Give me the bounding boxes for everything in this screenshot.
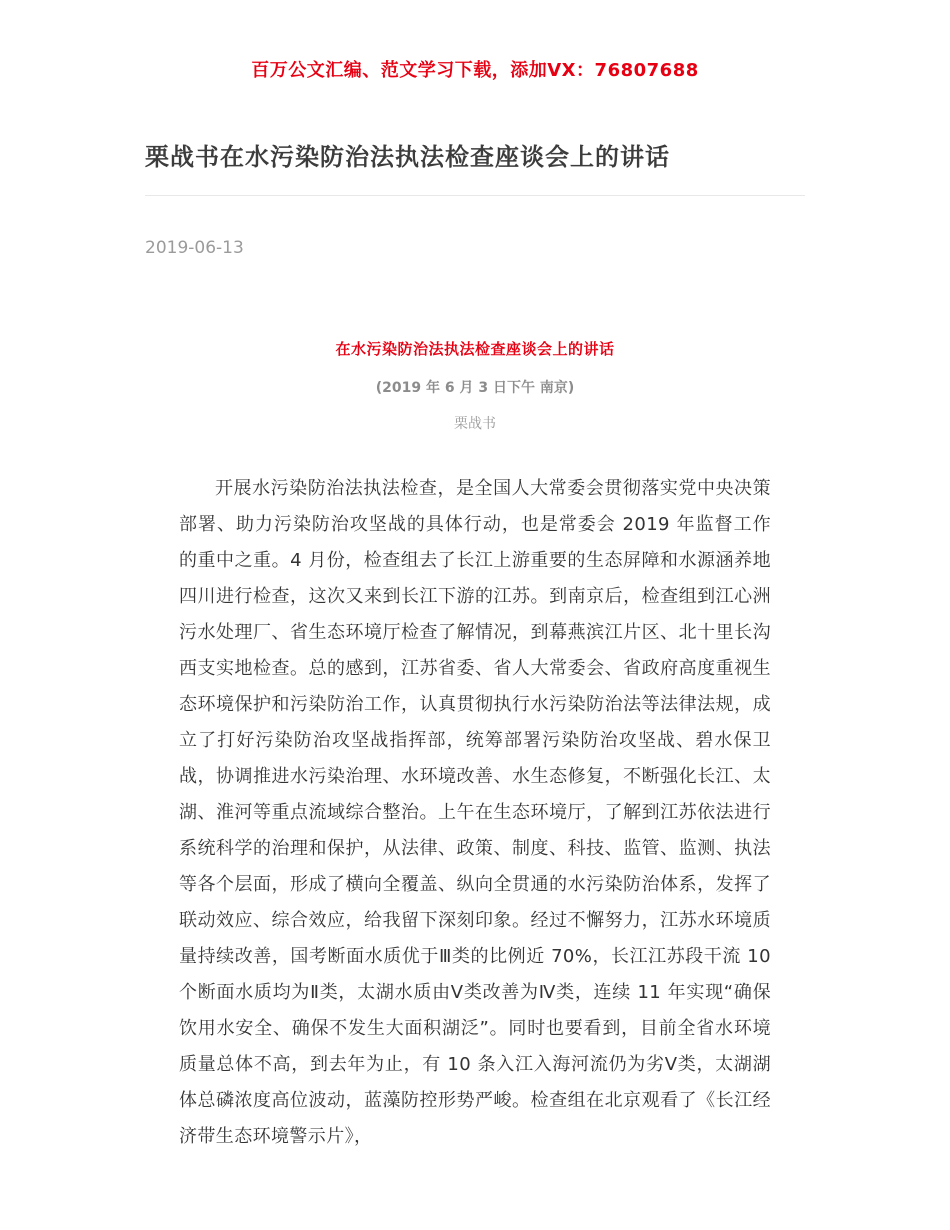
content-area — [145, 142, 805, 1155]
article-title: 在水污染防治法执法检查座谈会上的讲话 — [335, 340, 615, 359]
article — [145, 338, 805, 1155]
article-author: 栗战书 — [454, 416, 496, 433]
promo-banner: 百万公文汇编、范文学习下载，添加VX：76807688 — [251, 60, 699, 81]
page-title: 栗战书在水污染防治法执法检查座谈会上的讲话 — [145, 143, 670, 171]
article-subtitle: (2019 年 6 月 3 日下午 南京) — [375, 380, 575, 397]
title-divider — [145, 195, 805, 196]
publish-date: 2019-06-13 — [145, 238, 244, 259]
article-body: 开展水污染防治法执法检查，是全国人大常委会贯彻落实党中央决策部署、助力污染防治攻坚战的具体行动，也是常委会 2019 年监督工作的重中之重。4 月份，检查组去了长江上游重要的生态屏障和水源涵养地四川进行检查，这次又来到长江下游的江苏。到南京后，检查组到江心洲污水处理厂、省生态环境厅检查了解情况，到幕燕滨江片区、北十里长沟西支实地检查。总的感到，江苏省委、省人大常委会、省政府高度重视生态环境保护和污染防治工作，认真贯彻执行水污染防治法等法律法规，成立了打好污染防治攻坚战指挥部，统筹部署污染防治攻坚战、碧水保卫战，协调推进水污染治理、水环境改善、水生态修复，不断强化长江、太湖、淮河等重点流域综合整治。上午在生态环境厅，了解到江苏依法进行系统科学的治理和保护，从法律、政策、制度、科技、监管、监测、执法等各个层面，形成了横向全覆盖、纵向全贯通的水污染防治体系，发挥了联动效应、综合效应，给我留下深刻印象。经过不懈努力，江苏水环境质量持续改善，国考断面水质优于Ⅲ类的比例近 70%，长江江苏段干流 10 个断面水质均为Ⅱ类，太湖水质由Ⅴ类改善为Ⅳ类，连续 11 年实现“确保饮用水安全、确保不发生大面积湖泛”。同时也要看到，目前全省水环境质量总体不高，到去年为止，有 10 条入江入海河流仍为劣Ⅴ类，太湖湖体总磷浓度高位波动，蓝藻防控形势严峻。检查组在北京观看了《长江经济带生态环境警示片》， — [179, 478, 771, 1148]
